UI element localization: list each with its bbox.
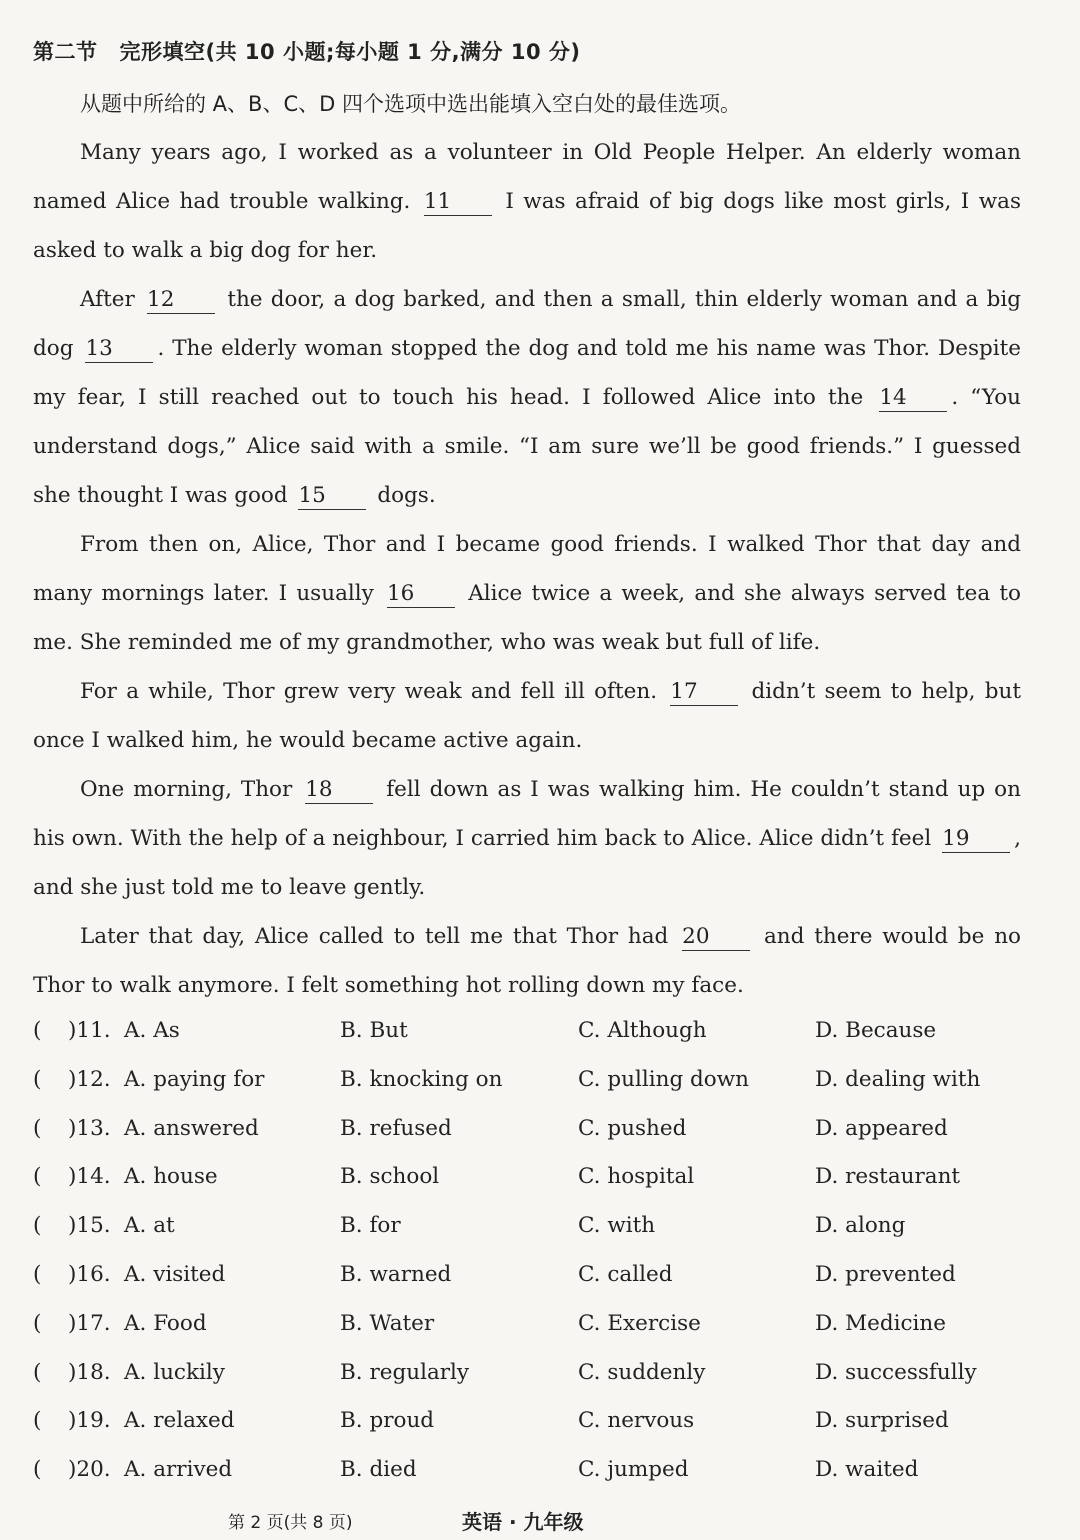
passage-text: Alice twice a week, and she always served tea to me. She reminded me of my grandmother, who was weak but full of life. [33, 581, 1021, 655]
option-d[interactable]: D. waited [815, 1457, 919, 1483]
answer-paren[interactable]: ( [33, 1213, 42, 1239]
option-b[interactable]: B. school [340, 1164, 440, 1190]
answer-paren[interactable]: ( [33, 1066, 42, 1092]
option-c[interactable]: C. Although [578, 1018, 707, 1043]
option-c[interactable]: C. with [578, 1213, 656, 1239]
option-b[interactable]: B. for [340, 1213, 401, 1239]
answer-paren[interactable]: ( [33, 1164, 42, 1190]
question-number: )16. [68, 1261, 111, 1287]
passage-text: fell down as I was walking him. He couldn’t stand up on his own. With the help of a neighbour, I carried him back to Alice. Alice didn’t feel [33, 777, 1021, 851]
question-row-19 [33, 1397, 1033, 1446]
question-number: )12. [68, 1066, 111, 1092]
option-d[interactable]: D. successfully [815, 1359, 977, 1385]
passage-text: Many years ago, I worked as a volunteer in Old People Helper. An elderly woman named Alice had trouble walking. [33, 140, 1021, 214]
option-b[interactable]: B. But [340, 1018, 408, 1043]
passage-text: dogs. [377, 483, 436, 508]
question-row-12 [33, 1056, 1033, 1105]
instruction-text: 从题中所给的 A、B、C、D 四个选项中选出能填入空白处的最佳选项。 [80, 92, 741, 116]
question-row-11 [33, 1007, 1033, 1056]
passage-text: I was afraid of big dogs like most girls, I was asked to walk a big dog for her. [33, 189, 1021, 263]
option-d[interactable]: D. surprised [815, 1408, 949, 1434]
answer-paren[interactable]: ( [33, 1310, 42, 1336]
question-number: )11. [68, 1018, 111, 1043]
question-row-13 [33, 1105, 1033, 1154]
blank-11[interactable]: 11 [424, 189, 492, 216]
question-number: )20. [68, 1457, 111, 1483]
passage-text: For a while, Thor grew very weak and fell ill often. [80, 679, 658, 704]
option-d[interactable]: D. dealing with [815, 1066, 981, 1092]
option-b[interactable]: B. regularly [340, 1359, 470, 1385]
question-number: )18. [68, 1359, 111, 1385]
option-a[interactable]: A. visited [124, 1261, 226, 1287]
question-row-14 [33, 1153, 1033, 1202]
subject-label: 英语 · 九年级 [462, 1510, 584, 1534]
question-number: )14. [68, 1164, 111, 1190]
paragraph-5 [33, 765, 1021, 912]
option-d[interactable]: D. along [815, 1213, 906, 1239]
question-row-20 [33, 1446, 1033, 1495]
section-number: 第二节 [33, 40, 98, 64]
option-c[interactable]: C. hospital [578, 1164, 695, 1190]
blank-17[interactable]: 17 [670, 679, 738, 706]
option-c[interactable]: C. pushed [578, 1115, 687, 1141]
answer-paren[interactable]: ( [33, 1018, 42, 1043]
question-row-15 [33, 1202, 1033, 1251]
section-title [33, 36, 581, 66]
option-a[interactable]: A. As [124, 1018, 180, 1043]
passage-text: the door, a dog barked, and then a small, thin elderly woman and a big dog [33, 287, 1021, 361]
question-number: )13. [68, 1115, 111, 1141]
cloze-passage [33, 128, 1021, 1010]
option-c[interactable]: C. nervous [578, 1408, 695, 1434]
option-d[interactable]: D. Because [815, 1018, 937, 1043]
question-number: )17. [68, 1310, 111, 1336]
blank-20[interactable]: 20 [682, 924, 750, 951]
option-a[interactable]: A. arrived [124, 1457, 233, 1483]
blank-18[interactable]: 18 [305, 777, 373, 804]
passage-text: Later that day, Alice called to tell me that Thor had [80, 924, 669, 949]
paragraph-4 [33, 667, 1021, 765]
option-a[interactable]: A. Food [124, 1310, 207, 1336]
answer-paren[interactable]: ( [33, 1457, 42, 1483]
blank-16[interactable]: 16 [387, 581, 455, 608]
answer-paren[interactable]: ( [33, 1261, 42, 1287]
page-footer [0, 1504, 1080, 1534]
option-c[interactable]: C. suddenly [578, 1359, 706, 1385]
option-b[interactable]: B. Water [340, 1310, 435, 1336]
option-a[interactable]: A. paying for [124, 1066, 265, 1092]
passage-text: , and she just told me to leave gently. [33, 826, 1021, 900]
blank-13[interactable]: 13 [85, 336, 153, 363]
passage-text: and there would be no Thor to walk anymore. I felt something hot rolling down my face. [33, 924, 1021, 998]
question-row-17 [33, 1300, 1033, 1349]
passage-text: After [80, 287, 135, 312]
passage-text: From then on, Alice, Thor and I became good friends. I walked Thor that day and many mornings later. I usually [33, 532, 1021, 606]
option-c[interactable]: C. jumped [578, 1457, 689, 1483]
option-b[interactable]: B. warned [340, 1261, 452, 1287]
option-a[interactable]: A. at [124, 1213, 175, 1239]
passage-text: . The elderly woman stopped the dog and told me his name was Thor. Despite my fear, I still reached out to touch his head. I followed Alice into the [33, 336, 1021, 410]
answer-paren[interactable]: ( [33, 1115, 42, 1141]
blank-14[interactable]: 14 [879, 385, 947, 412]
paragraph-3 [33, 520, 1021, 667]
blank-15[interactable]: 15 [298, 483, 366, 510]
option-c[interactable]: C. called [578, 1261, 673, 1287]
option-b[interactable]: B. refused [340, 1115, 452, 1141]
option-c[interactable]: C. pulling down [578, 1066, 749, 1092]
answer-paren[interactable]: ( [33, 1359, 42, 1385]
option-b[interactable]: B. proud [340, 1408, 435, 1434]
option-a[interactable]: A. house [124, 1164, 218, 1190]
option-d[interactable]: D. appeared [815, 1115, 948, 1141]
question-number: )15. [68, 1213, 111, 1239]
question-row-16 [33, 1251, 1033, 1300]
option-d[interactable]: D. restaurant [815, 1164, 961, 1190]
blank-12[interactable]: 12 [147, 287, 215, 314]
passage-text: didn’t seem to help, but once I walked him, he would became active again. [33, 679, 1021, 753]
option-c[interactable]: C. Exercise [578, 1310, 701, 1336]
option-b[interactable]: B. died [340, 1457, 417, 1483]
paragraph-1 [33, 128, 1021, 275]
option-a[interactable]: A. relaxed [124, 1408, 235, 1434]
option-a[interactable]: A. luckily [124, 1359, 225, 1385]
passage-text: One morning, Thor [80, 777, 293, 802]
option-a[interactable]: A. answered [124, 1115, 259, 1141]
answer-options [33, 1007, 1033, 1495]
question-number: )19. [68, 1408, 111, 1434]
passage-text: . “You understand dogs,” Alice said with a smile. “I am sure we’ll be good friends.” I guessed she thought I was good [33, 385, 1021, 508]
option-d[interactable]: D. Medicine [815, 1310, 947, 1336]
blank-19[interactable]: 19 [942, 826, 1010, 853]
option-d[interactable]: D. prevented [815, 1261, 956, 1287]
answer-paren[interactable]: ( [33, 1408, 42, 1434]
section-heading: 完形填空(共 10 小题;每小题 1 分,满分 10 分) [119, 40, 581, 64]
paragraph-6 [33, 912, 1021, 1010]
page-number: 第 2 页(共 8 页) [228, 1513, 353, 1533]
paragraph-2 [33, 275, 1021, 520]
option-b[interactable]: B. knocking on [340, 1066, 503, 1092]
question-row-18 [33, 1349, 1033, 1398]
